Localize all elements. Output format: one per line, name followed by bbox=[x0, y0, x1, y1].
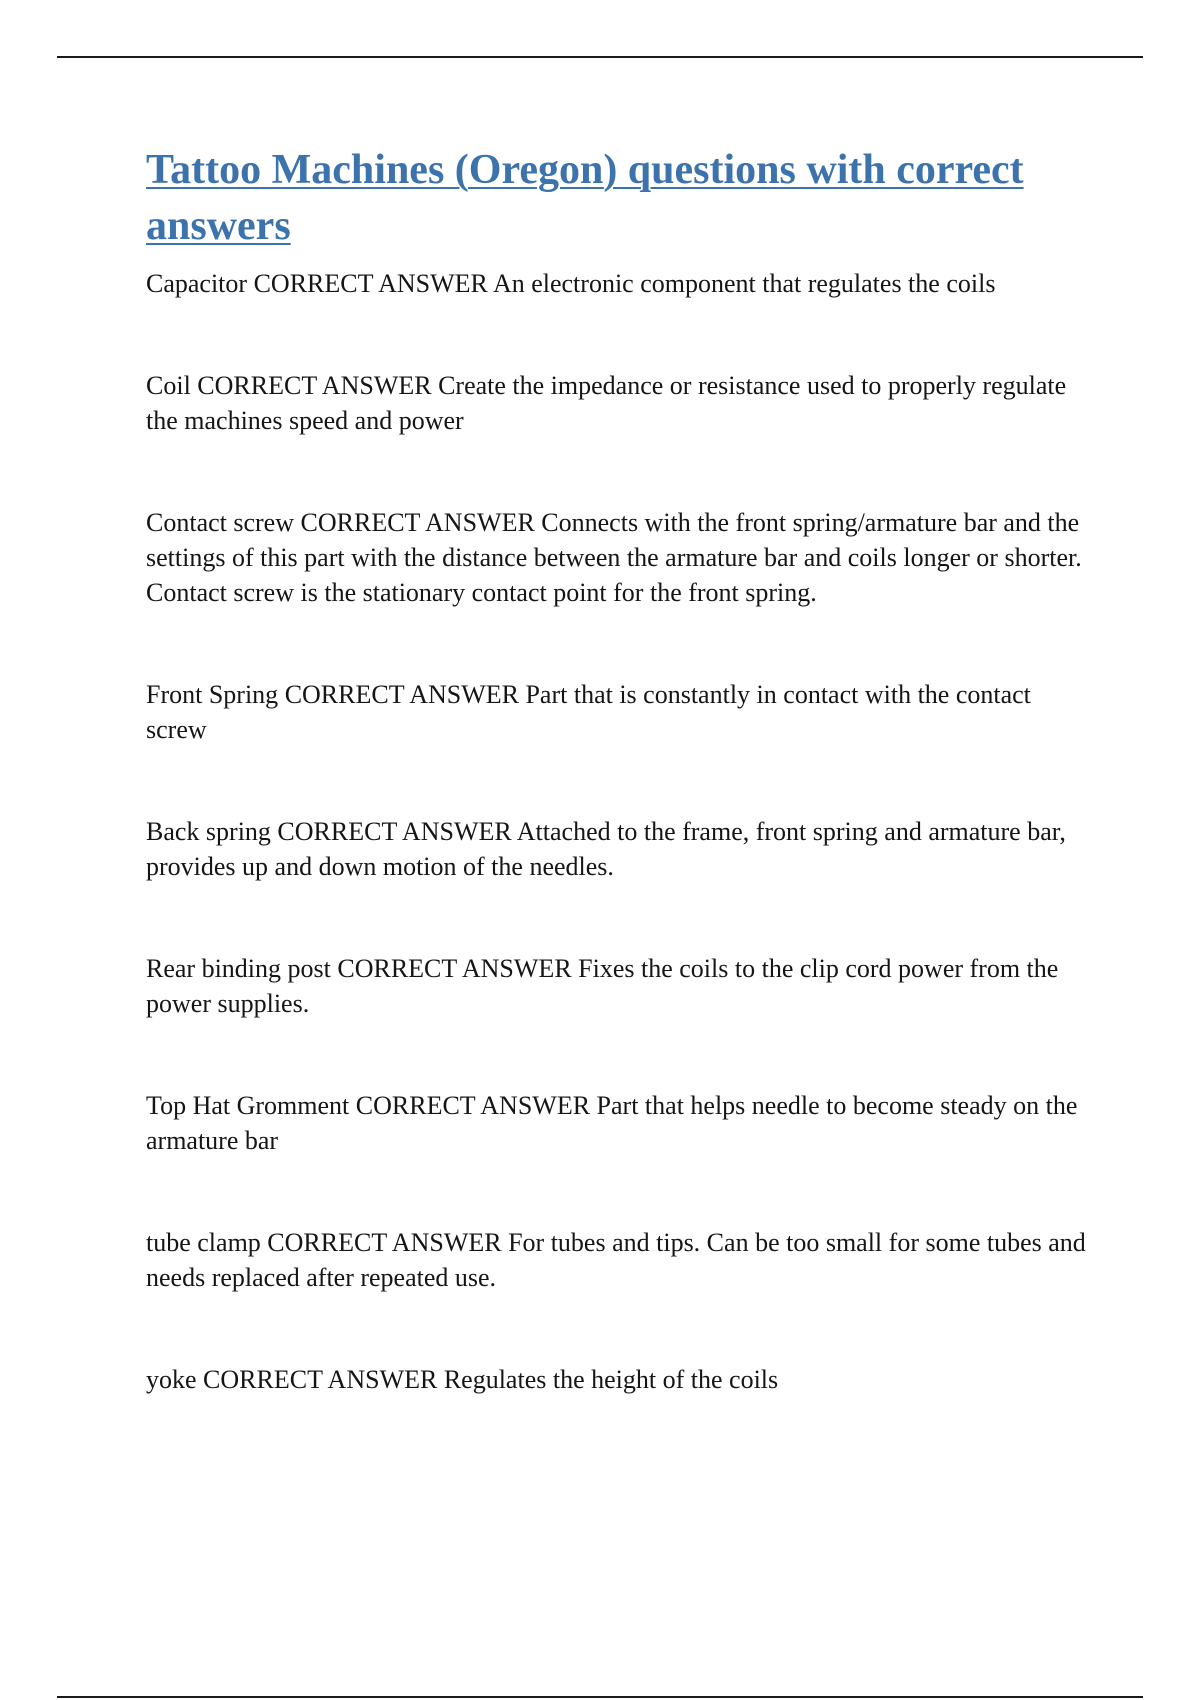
qa-marker: CORRECT ANSWER bbox=[253, 269, 488, 298]
document-title: Tattoo Machines (Oregon) questions with correct answers bbox=[146, 147, 1024, 249]
qa-answer: An electronic component that regulates the coils bbox=[492, 269, 996, 298]
qa-marker: CORRECT ANSWER bbox=[300, 508, 535, 537]
page-top-rule bbox=[57, 56, 1143, 58]
qa-term: Rear binding post bbox=[146, 954, 331, 983]
qa-marker: CORRECT ANSWER bbox=[203, 1365, 438, 1394]
qa-term: yoke bbox=[146, 1365, 197, 1394]
qa-item-coil bbox=[146, 368, 1096, 438]
qa-item-contact-screw bbox=[146, 505, 1096, 610]
qa-answer: Part that is constantly in contact with the contact screw bbox=[146, 680, 1031, 744]
qa-item-back-spring bbox=[146, 814, 1096, 884]
page-bottom-rule bbox=[57, 1696, 1143, 1698]
qa-marker: CORRECT ANSWER bbox=[267, 1228, 502, 1257]
qa-answer: For tubes and tips. Can be too small for some tubes and needs replaced after repeated use. bbox=[146, 1228, 1086, 1292]
qa-term: Capacitor bbox=[146, 269, 248, 298]
qa-item-tube-clamp bbox=[146, 1225, 1096, 1295]
qa-term: Contact screw bbox=[146, 508, 295, 537]
qa-marker: CORRECT ANSWER bbox=[197, 371, 432, 400]
qa-answer: Connects with the front spring/armature bar and the settings of this part with the distance between the armature bar and coils longer or shorter. Contact screw is the stationary contact point for the front spring. bbox=[146, 508, 1082, 607]
qa-item-front-spring bbox=[146, 677, 1096, 747]
qa-marker: CORRECT ANSWER bbox=[355, 1091, 591, 1120]
qa-marker: CORRECT ANSWER bbox=[337, 954, 572, 983]
qa-answer: Attached to the frame, front spring and armature bar, provides up and down motion of the needles. bbox=[146, 817, 1066, 881]
qa-answer: Create the impedance or resistance used to properly regulate the machines speed and power bbox=[146, 371, 1067, 435]
qa-list bbox=[146, 266, 1096, 1397]
qa-item-capacitor bbox=[146, 266, 1096, 301]
qa-marker: CORRECT ANSWER bbox=[277, 817, 512, 846]
qa-answer: Fixes the coils to the clip cord power from the power supplies. bbox=[146, 954, 1059, 1018]
qa-marker: CORRECT ANSWER bbox=[284, 680, 519, 709]
qa-term: Back spring bbox=[146, 817, 271, 846]
qa-term: Front Spring bbox=[146, 680, 279, 709]
qa-answer: Part that helps needle to become steady on the armature bar bbox=[146, 1091, 1078, 1155]
qa-term: Coil bbox=[146, 371, 191, 400]
qa-item-top-hat-gromment bbox=[146, 1088, 1096, 1158]
qa-item-yoke bbox=[146, 1362, 1096, 1397]
qa-answer: Regulates the height of the coils bbox=[443, 1365, 779, 1394]
qa-term: Top Hat Gromment bbox=[146, 1091, 350, 1120]
document-body bbox=[146, 142, 1096, 1464]
qa-item-rear-binding-post bbox=[146, 951, 1096, 1021]
qa-term: tube clamp bbox=[146, 1228, 261, 1257]
